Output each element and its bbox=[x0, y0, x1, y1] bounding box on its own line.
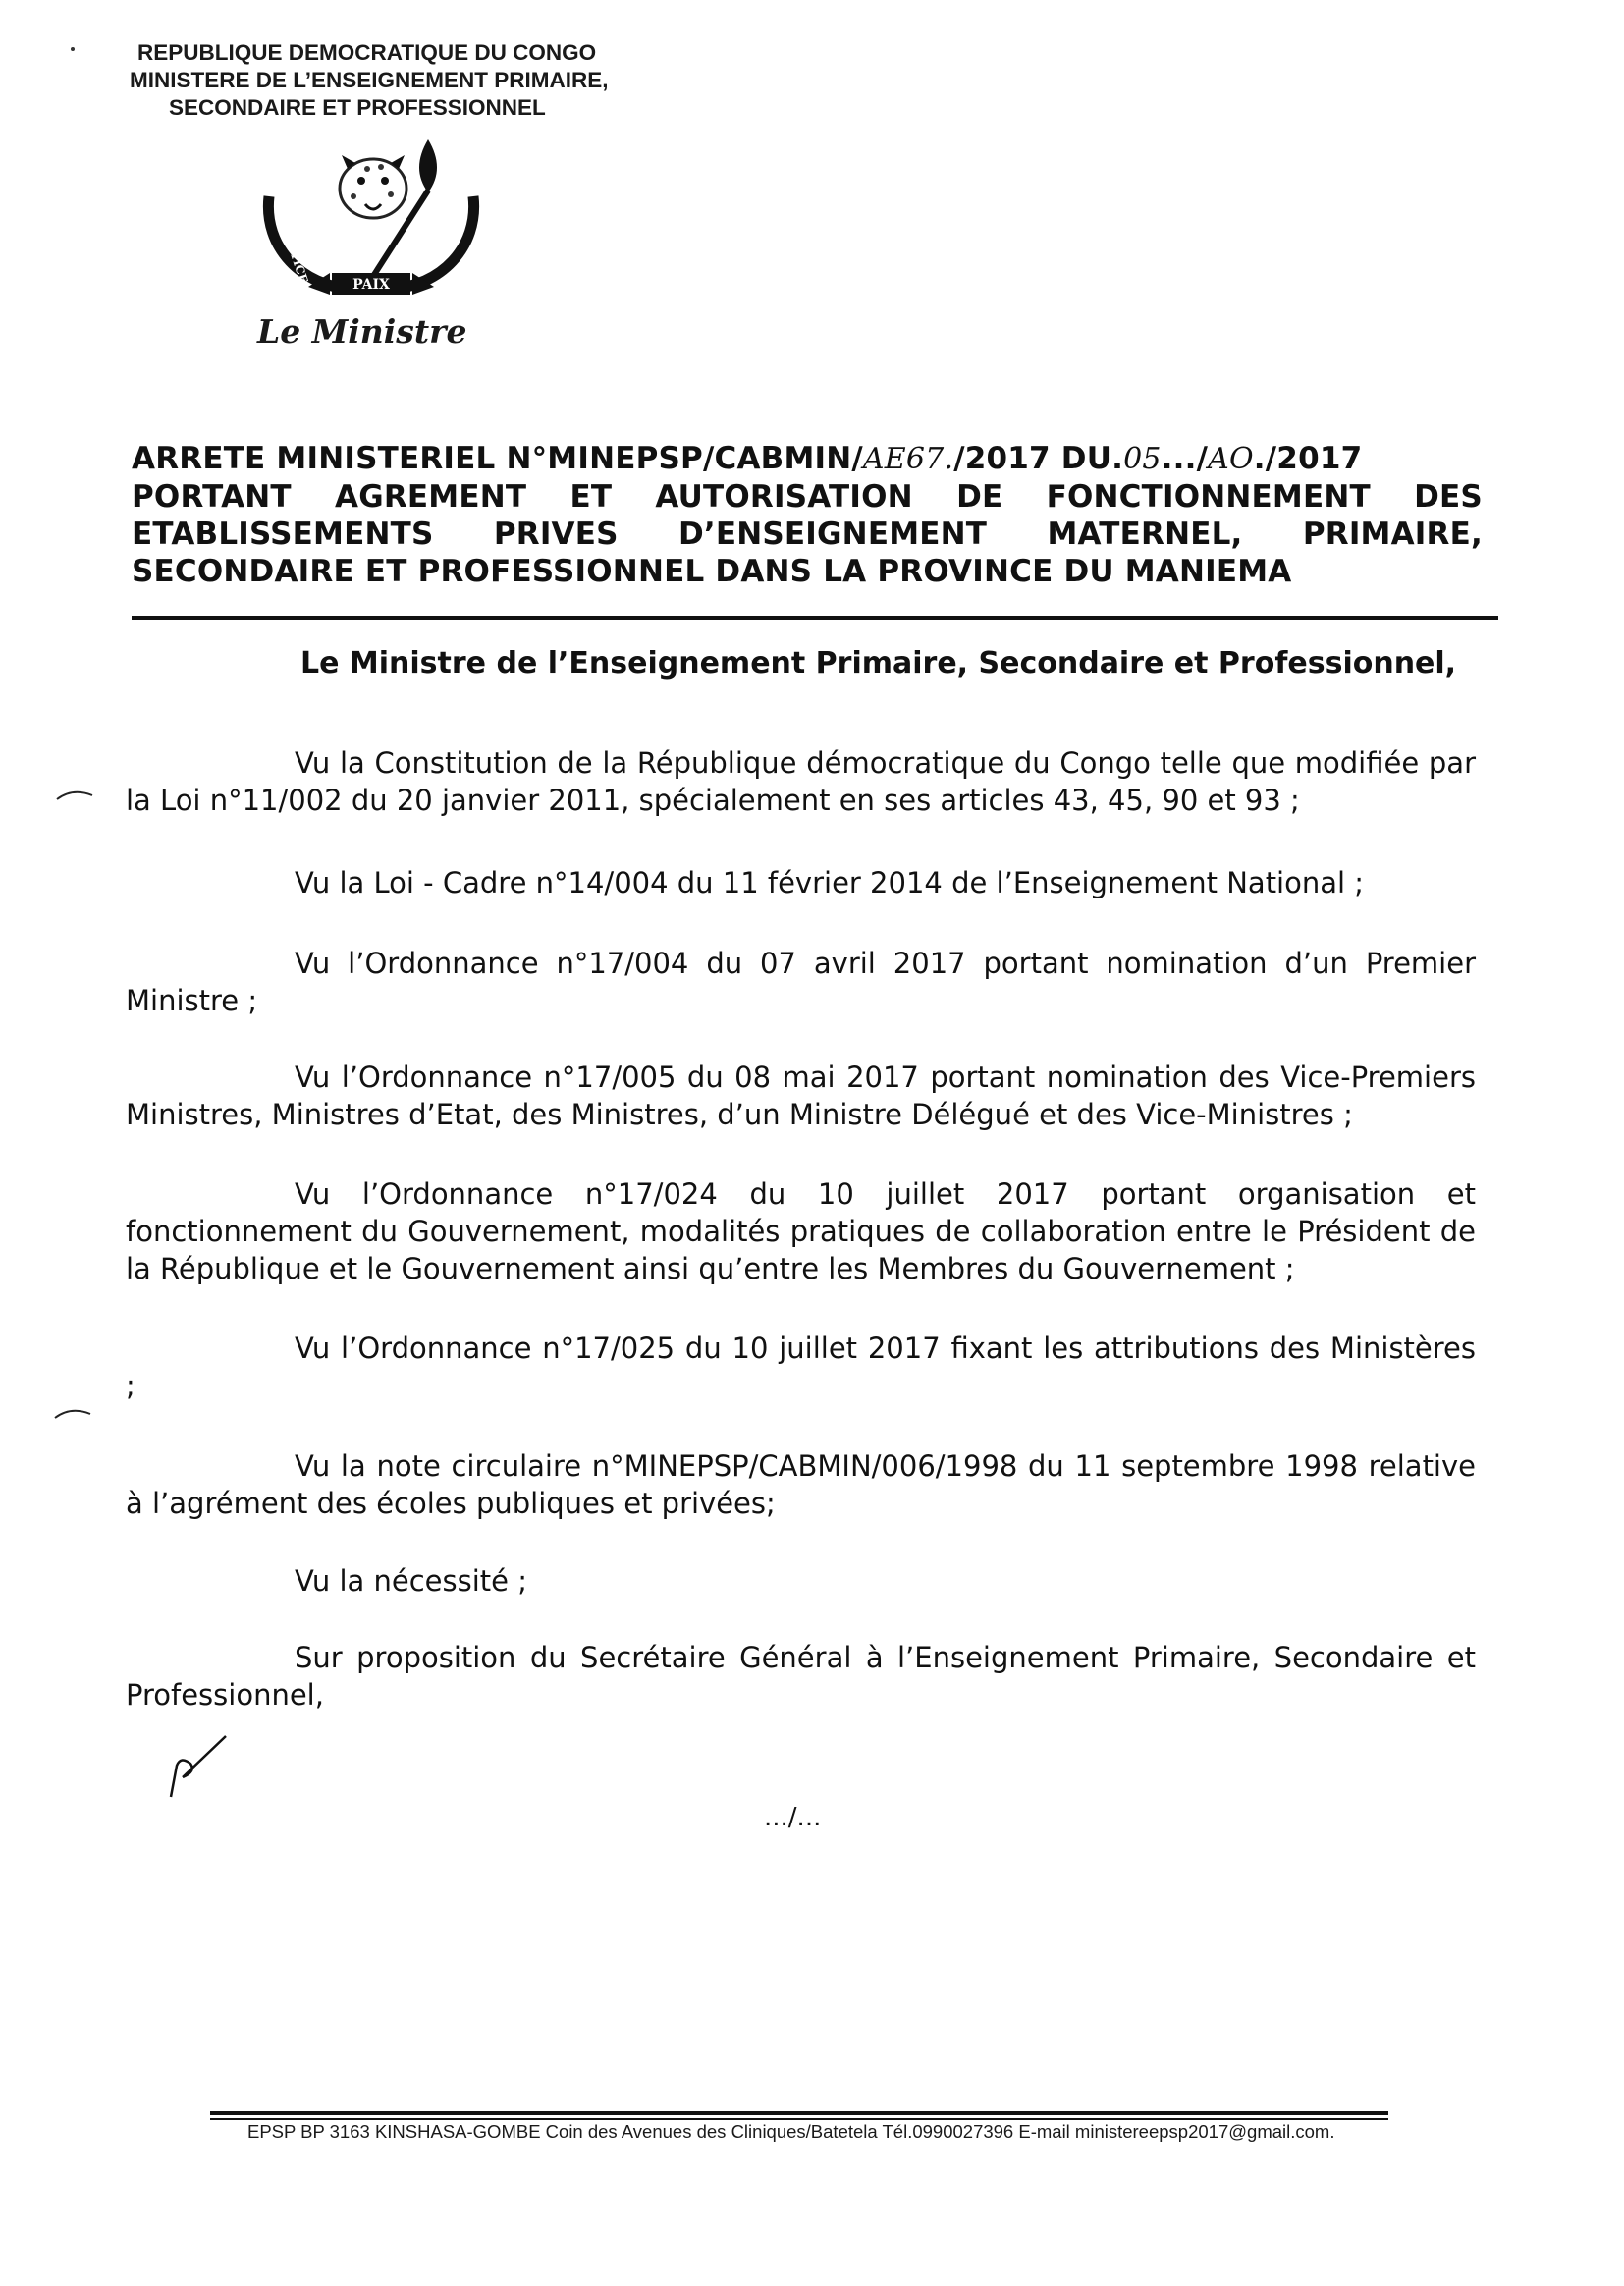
title-row-2 bbox=[132, 478, 1483, 516]
handwritten-day: 05 bbox=[1123, 442, 1162, 476]
title-word: PRIVES bbox=[493, 517, 619, 552]
title-year-2: ./2017 bbox=[1253, 441, 1363, 476]
letterhead-ministry-cont: SECONDAIRE ET PROFESSIONNEL bbox=[169, 95, 546, 120]
letterhead bbox=[130, 39, 699, 122]
title-word: PRIMAIRE, bbox=[1302, 517, 1483, 552]
recital-note-circulaire: Vu la note circulaire n°MINEPSP/CABMIN/006/1998 du 11 septembre 1998 relative à l’agrément des écoles publiques et privées; bbox=[126, 1449, 1476, 1520]
title-word: FONCTIONNEMENT bbox=[1046, 479, 1371, 515]
title-word: DES bbox=[1414, 479, 1483, 515]
title-divider bbox=[132, 616, 1498, 620]
title-word: AUTORISATION bbox=[655, 479, 913, 515]
handwritten-month: AO bbox=[1208, 442, 1254, 476]
svg-text:PAIX: PAIX bbox=[352, 277, 390, 293]
title-word: ETABLISSEMENTS bbox=[132, 517, 434, 552]
title-word: D’ENSEIGNEMENT bbox=[677, 517, 988, 552]
margin-tick-icon bbox=[51, 1404, 94, 1424]
title-year: /2017 DU. bbox=[953, 441, 1124, 476]
coat-of-arms-icon bbox=[244, 120, 499, 326]
recital-ordonnance-ministres: Vu l’Ordonnance n°17/005 du 08 mai 2017 portant nomination des Vice-Premiers Ministres, Ministres d’Etat, des Ministres, d’un Ministre Délégué et des Vice-Ministres ; bbox=[126, 1061, 1476, 1131]
signatory-title: Le Ministre bbox=[257, 312, 467, 351]
footer-divider bbox=[210, 2111, 1388, 2115]
svg-text:TRAVAIL: TRAVAIL bbox=[424, 201, 456, 262]
title-word: MATERNEL, bbox=[1047, 517, 1243, 552]
footer-divider-thin bbox=[210, 2118, 1388, 2120]
initials-signature-icon bbox=[157, 1726, 236, 1805]
title-row-1 bbox=[132, 440, 1483, 478]
page-continuation: .../... bbox=[764, 1803, 822, 1832]
footer-contact: EPSP BP 3163 KINSHASA-GOMBE Coin des Avenues des Cliniques/Batetela Tél.0990027396 E-mail ministereepsp2017@gmail.com. bbox=[247, 2121, 1335, 2142]
title-word: ET bbox=[569, 479, 613, 515]
letterhead-ministry: MINISTERE DE L’ENSEIGNEMENT PRIMAIRE, bbox=[130, 68, 609, 92]
margin-tick-icon bbox=[53, 786, 96, 805]
recital-proposition: Sur proposition du Secrétaire Général à l’Enseignement Primaire, Secondaire et Professionnel, bbox=[126, 1641, 1476, 1712]
recital-constitution: Vu la Constitution de la République démocratique du Congo telle que modifiée par la Loi n°11/002 du 20 janvier 2011, spécialement en ses articles 43, 45, 90 et 93 ; bbox=[126, 746, 1476, 817]
decree-title bbox=[132, 440, 1483, 590]
title-word: PORTANT bbox=[132, 479, 292, 515]
svg-text:JUSTICE: JUSTICE bbox=[280, 226, 311, 286]
title-prefix: ARRETE MINISTERIEL N°MINEPSP/CABMIN/ bbox=[132, 441, 863, 476]
title-word: DE bbox=[956, 479, 1003, 515]
recital-necessite: Vu la nécessité ; bbox=[295, 1564, 527, 1598]
handwritten-number: AE67. bbox=[862, 442, 954, 476]
recital-loi-cadre: Vu la Loi - Cadre n°14/004 du 11 février 2014 de l’Enseignement National ; bbox=[295, 866, 1365, 899]
recital-ordonnance-attributions: Vu l’Ordonnance n°17/025 du 10 juillet 2017 fixant les attributions des Ministères ; bbox=[126, 1332, 1476, 1402]
title-row-4 bbox=[132, 553, 1483, 590]
date-separator: .../ bbox=[1161, 441, 1209, 476]
speck-mark bbox=[69, 45, 77, 53]
letterhead-country: REPUBLIQUE DEMOCRATIQUE DU CONGO bbox=[137, 40, 597, 65]
recital-ordonnance-gouvernement: Vu l’Ordonnance n°17/024 du 10 juillet 2017 portant organisation et fonctionnement du Gouvernement, modalités pratiques de collaboration entre le Président de la République et le Gouvernement ainsi qu’entre les Membres du Gouvernement ; bbox=[126, 1177, 1476, 1285]
title-word: AGREMENT bbox=[335, 479, 527, 515]
minister-heading: Le Ministre de l’Enseignement Primaire, Secondaire et Professionnel, bbox=[300, 646, 1457, 680]
title-row-3 bbox=[132, 516, 1483, 553]
recital-ordonnance-premier-ministre: Vu l’Ordonnance n°17/004 du 07 avril 2017 portant nomination d’un Premier Ministre ; bbox=[126, 947, 1476, 1017]
title-line: SECONDAIRE ET PROFESSIONNEL DANS LA PROVINCE DU MANIEMA bbox=[132, 554, 1292, 589]
